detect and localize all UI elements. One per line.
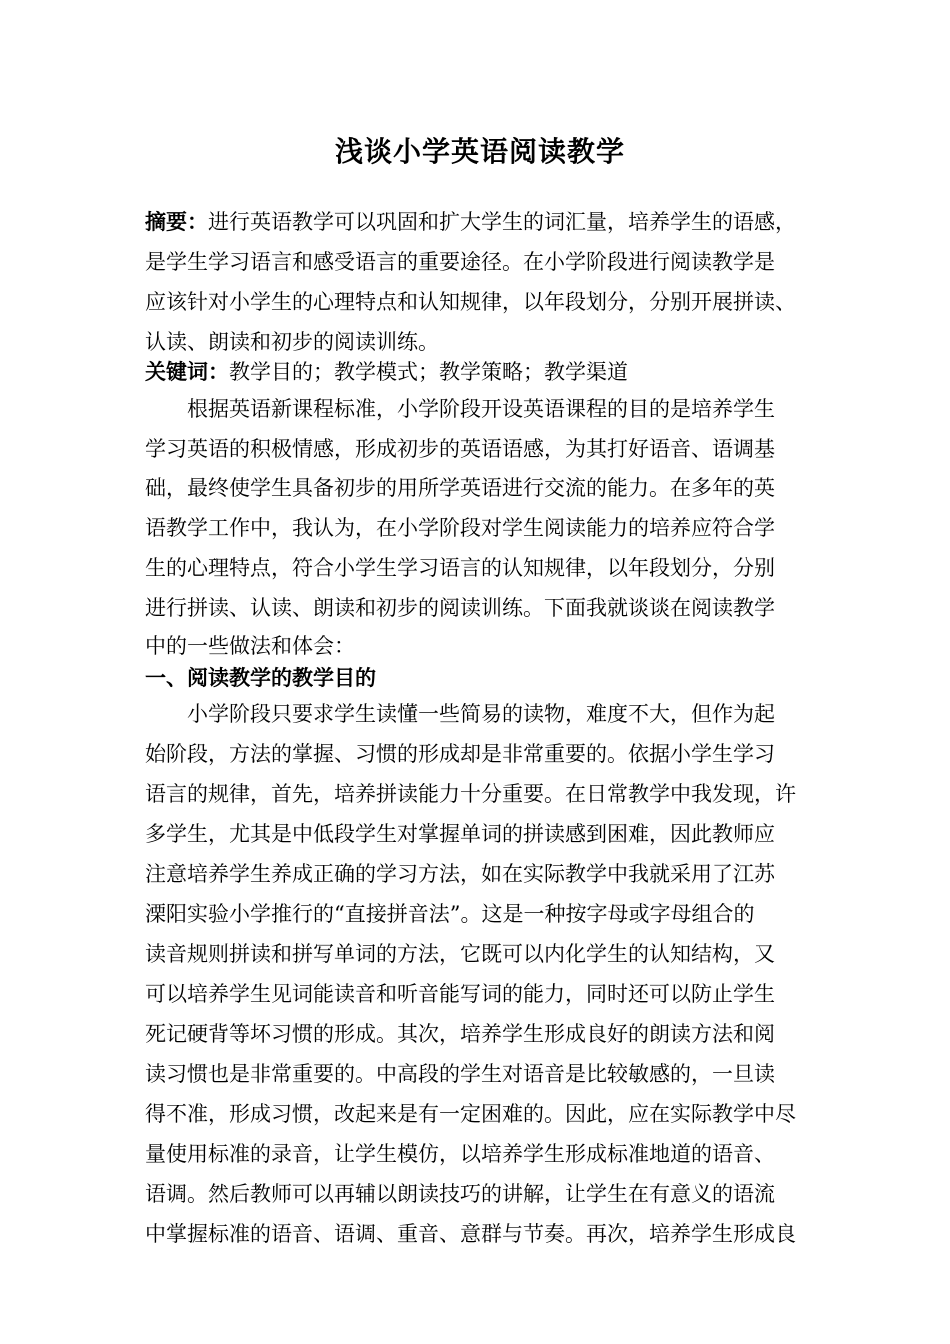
section-line: 多学生，尤其是中低段学生对掌握单词的拼读感到困难，因此教师应 <box>145 822 775 846</box>
intro-line: 语教学工作中，我认为，在小学阶段对学生阅读能力的培养应符合学 <box>145 516 775 540</box>
abstract-line: 认读、朗读和初步的阅读训练。 <box>145 330 439 354</box>
section-line: 语言的规律，首先，培养拼读能力十分重要。在日常教学中我发现，许 <box>145 782 796 806</box>
section-line: 可以培养学生见词能读音和听音能写词的能力，同时还可以防止学生 <box>145 982 775 1006</box>
section-line: 死记硬背等坏习惯的形成。其次，培养学生形成良好的朗读方法和阅 <box>145 1022 775 1046</box>
document-title: 浅谈小学英语阅读教学 <box>334 135 625 168</box>
section-line: 中掌握标准的语音、语调、重音、意群与节奏。再次，培养学生形成良 <box>145 1222 796 1246</box>
intro-line: 中的一些做法和体会： <box>145 634 355 658</box>
section-line: 读习惯也是非常重要的。中高段的学生对语音是比较敏感的，一旦读 <box>145 1062 775 1086</box>
intro-line: 学习英语的积极情感，形成初步的英语语感，为其打好语音、语调基 <box>145 437 775 461</box>
intro-line: 础，最终使学生具备初步的用所学英语进行交流的能力。在多年的英 <box>145 476 775 500</box>
keywords-text: 教学目的；教学模式；教学策略；教学渠道 <box>229 360 628 384</box>
keywords-line <box>145 356 815 388</box>
intro-line: 生的心理特点，符合小学生学习语言的认知规律，以年段划分，分别 <box>145 556 775 580</box>
abstract-text: 进行英语教学可以巩固和扩大学生的词汇量，培养学生的语感， <box>208 210 796 234</box>
section-heading: 一、阅读教学的教学目的 <box>145 665 376 690</box>
section-line: 得不准，形成习惯，改起来是有一定困难的。因此，应在实际教学中尽 <box>145 1102 796 1126</box>
intro-line: 根据英语新课程标准，小学阶段开设英语课程的目的是培养学生 <box>187 397 775 421</box>
section-line: 小学阶段只要求学生读懂一些简易的读物，难度不大，但作为起 <box>187 702 775 726</box>
section-line: 语调。然后教师可以再辅以朗读技巧的讲解，让学生在有意义的语流 <box>145 1182 775 1206</box>
abstract-line: 是学生学习语言和感受语言的重要途径。在小学阶段进行阅读教学是 <box>145 250 775 274</box>
intro-line: 进行拼读、认读、朗读和初步的阅读训练。下面我就谈谈在阅读教学 <box>145 596 775 620</box>
section-line: 注意培养学生养成正确的学习方法，如在实际教学中我就采用了江苏 <box>145 862 775 886</box>
abstract-line <box>145 206 815 238</box>
section-line: 始阶段，方法的掌握、习惯的形成却是非常重要的。依据小学生学习 <box>145 742 775 766</box>
section-line: 读音规则拼读和拼写单词的方法，它既可以内化学生的认知结构，又 <box>145 942 775 966</box>
abstract-label: 摘要： <box>145 209 208 234</box>
section-line: 溧阳实验小学推行的“直接拼音法”。这是一种按字母或字母组合的 <box>145 902 755 926</box>
keywords-label: 关键词： <box>145 359 229 384</box>
section-line: 量使用标准的录音，让学生模仿，以培养学生形成标准地道的语音、 <box>145 1142 775 1166</box>
abstract-line: 应该针对小学生的心理特点和认知规律，以年段划分，分别开展拼读、 <box>145 290 796 314</box>
